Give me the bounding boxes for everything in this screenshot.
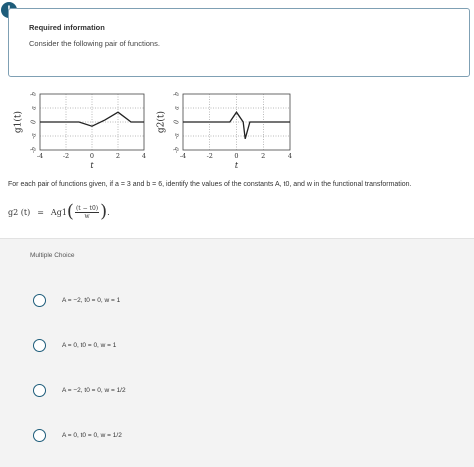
x-axis-label: t [90, 161, 94, 170]
formula-period: . [107, 207, 110, 217]
function-plots [0, 80, 474, 176]
transformation-formula [8, 203, 110, 221]
formula-lhs: g2 (t) [8, 207, 31, 217]
multiple-choice-panel [0, 238, 474, 467]
choice-option-label: A = −2, t0 = 0, w = 1 [62, 296, 121, 304]
y-axis-label: g2(t) [156, 110, 167, 134]
formula-fraction [75, 205, 99, 220]
y-tick-label: -a [30, 133, 38, 139]
x-tick-label: -2 [62, 152, 70, 160]
choice-option-1[interactable] [33, 290, 120, 310]
x-axis-label: t [234, 161, 239, 170]
x-tick-label: -4 [179, 152, 187, 160]
formula-denominator: w [84, 212, 90, 220]
y-tick-label: a [173, 106, 181, 110]
radio-button[interactable] [33, 339, 46, 352]
y-tick-label: 0 [30, 120, 38, 124]
x-tick-label: 4 [141, 152, 147, 160]
info-body: Consider the following pair of functions. [29, 39, 160, 48]
plot-g2 [156, 92, 293, 170]
required-information-card [8, 8, 470, 77]
plot-g1 [13, 92, 147, 170]
y-tick-label: -b [173, 147, 181, 153]
choice-option-label: A = 0, t0 = 0, w = 1 [62, 341, 117, 349]
formula-open-paren: ( [66, 201, 74, 222]
x-tick-label: -2 [206, 152, 213, 160]
y-tick-label: -a [173, 133, 181, 139]
choice-option-3[interactable] [33, 380, 126, 400]
choice-option-label: A = −2, t0 = 0, w = 1/2 [62, 386, 126, 394]
x-tick-label: 2 [261, 152, 266, 160]
formula-close-paren: ) [100, 201, 108, 222]
x-tick-label: 0 [89, 152, 95, 160]
radio-button[interactable] [33, 384, 46, 397]
y-tick-label: b [173, 92, 181, 96]
y-tick-label: a [30, 106, 38, 110]
question-text: For each pair of functions given, if a = 3 and b = 6, identify the values of the constants A, t0, and w in the functional transformation. [8, 181, 412, 188]
x-tick-label: 2 [115, 152, 121, 160]
choice-option-4[interactable] [33, 425, 122, 445]
x-tick-label: 0 [234, 152, 239, 160]
formula-numerator: (t − t0) [75, 204, 99, 212]
x-tick-label: -4 [36, 152, 44, 160]
formula-equals: = [37, 207, 44, 217]
y-tick-label: b [30, 92, 38, 96]
multiple-choice-label: Multiple Choice [30, 252, 75, 259]
choice-option-label: A = 0, t0 = 0, w = 1/2 [62, 431, 122, 439]
x-tick-label: 4 [287, 152, 293, 160]
radio-button[interactable] [33, 294, 46, 307]
radio-button[interactable] [33, 429, 46, 442]
y-axis-label: g1(t) [13, 110, 24, 134]
choice-option-2[interactable] [33, 335, 116, 355]
y-tick-label: -b [30, 147, 38, 153]
info-title: Required information [29, 23, 105, 32]
y-tick-label: 0 [173, 120, 181, 124]
formula-rhs: Ag1 [50, 207, 67, 217]
